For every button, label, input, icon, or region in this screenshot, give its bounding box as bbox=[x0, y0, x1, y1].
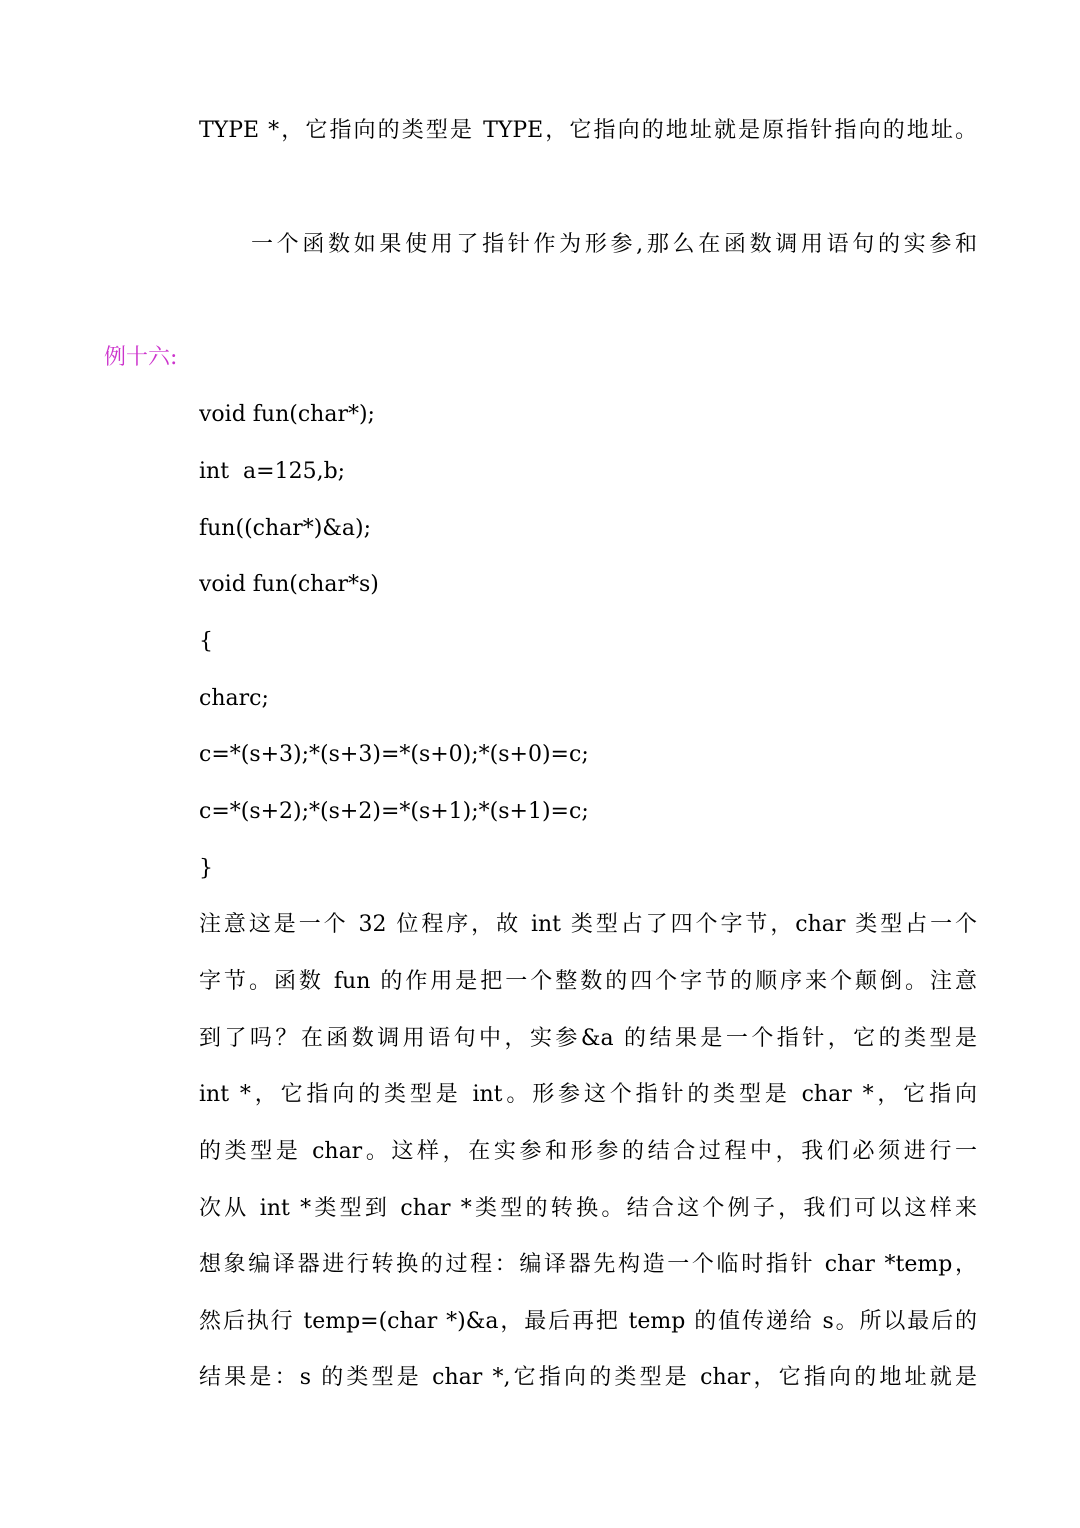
intro-line-4 bbox=[199, 282, 989, 322]
example-label: 例十六: bbox=[104, 345, 178, 370]
explanation-line-2: 字节。函数 fun 的作用是把一个整数的四个字节的顺序来个颠倒。注意 bbox=[199, 969, 977, 994]
intro-line-2 bbox=[199, 168, 989, 208]
code-line-9: } bbox=[199, 856, 213, 881]
intro-line-1: TYPE *，它指向的类型是 TYPE，它指向的地址就是原指针指向的地址。 bbox=[199, 118, 977, 143]
code-line-1: void fun(char*); bbox=[199, 402, 375, 427]
explanation-line-8: 然后执行 temp=(char *)&a，最后再把 temp 的值传递给 s。所以最后的 bbox=[199, 1309, 977, 1334]
explanation-line-1: 注意这是一个 32 位程序，故 int 类型占了四个字节，char 类型占一个 bbox=[199, 912, 977, 937]
code-line-5: { bbox=[199, 629, 213, 654]
intro-line-3: 一个函数如果使用了指针作为形参,那么在函数调用语句的实参和 bbox=[251, 232, 977, 257]
code-line-2: int a=125,b; bbox=[199, 459, 346, 484]
explanation-line-7: 想象编译器进行转换的过程：编译器先构造一个临时指针 char *temp， bbox=[199, 1252, 977, 1277]
code-line-8: c=*(s+2);*(s+2)=*(s+1);*(s+1)=c; bbox=[199, 799, 589, 824]
explanation-line-4: int *，它指向的类型是 int。形参这个指针的类型是 char *，它指向 bbox=[199, 1082, 977, 1107]
explanation-line-5: 的类型是 char。这样，在实参和形参的结合过程中，我们必须进行一 bbox=[199, 1139, 977, 1164]
code-line-4: void fun(char*s) bbox=[199, 572, 379, 597]
code-line-6: charc; bbox=[199, 686, 269, 711]
code-line-7: c=*(s+3);*(s+3)=*(s+0);*(s+0)=c; bbox=[199, 742, 589, 767]
code-line-3: fun((char*)&a); bbox=[199, 516, 372, 541]
explanation-line-6: 次从 int *类型到 char *类型的转换。结合这个例子，我们可以这样来 bbox=[199, 1196, 977, 1221]
explanation-line-9: 结果是：s 的类型是 char *,它指向的类型是 char，它指向的地址就是 bbox=[199, 1365, 977, 1390]
explanation-line-3: 到了吗？在函数调用语句中，实参&a 的结果是一个指针，它的类型是 bbox=[199, 1026, 977, 1051]
